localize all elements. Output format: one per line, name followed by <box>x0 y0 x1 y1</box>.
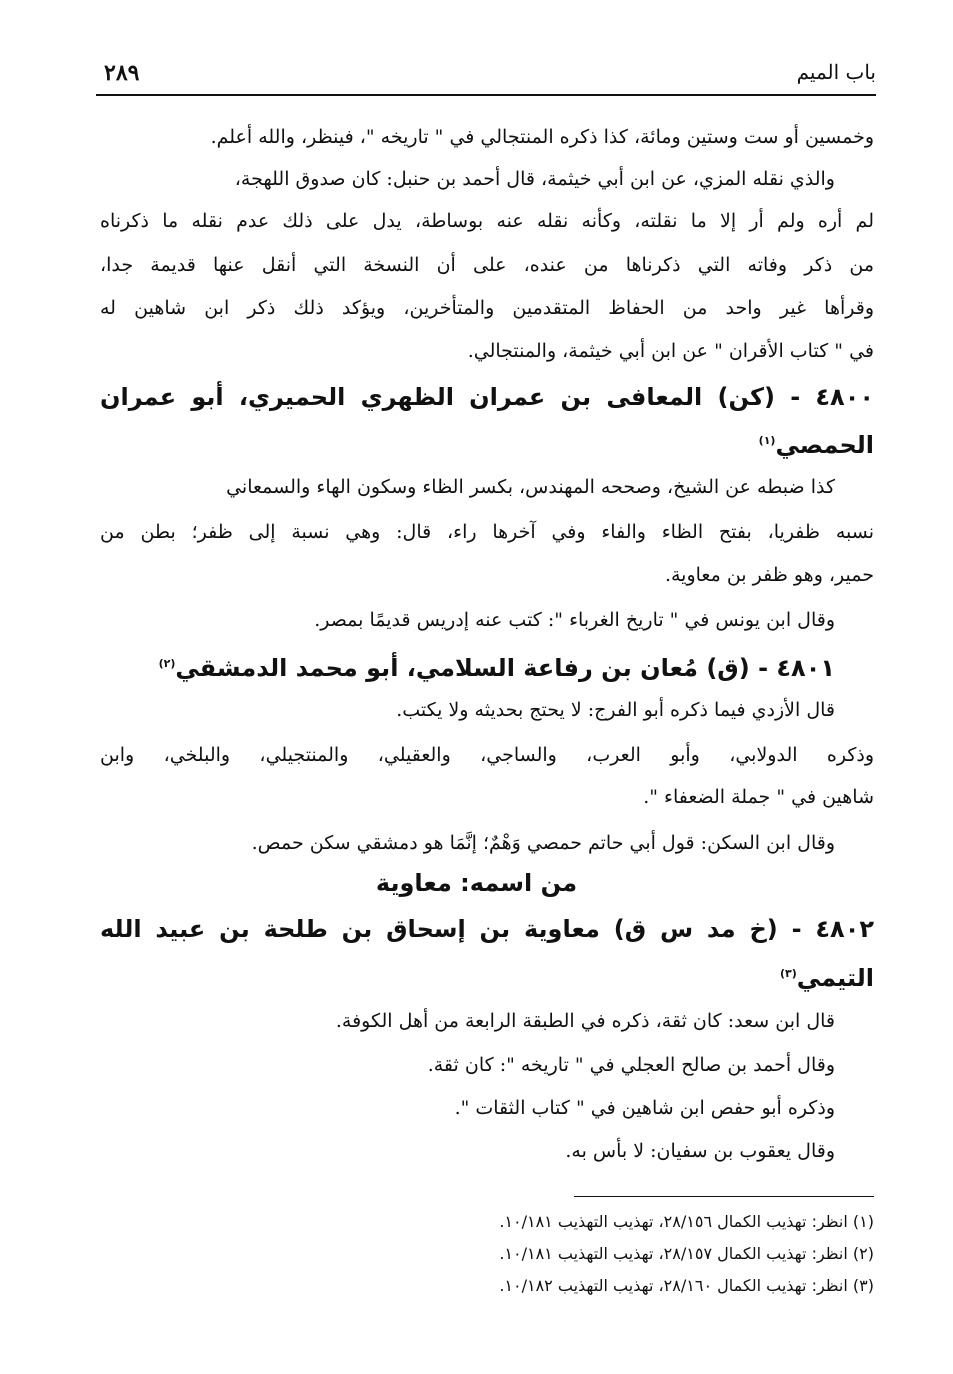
running-title: باب الميم <box>796 60 876 84</box>
entry-heading-text: الحمصي <box>775 431 874 459</box>
footnote-1: (١) انظر: تهذيب الكمال ٢٨/١٥٦، تهذيب التهذيب ١٠/١٨١. <box>499 1212 874 1231</box>
paragraph-line: قال ابن سعد: كان ثقة، ذكره في الطبقة الرابعة من أهل الكوفة. <box>335 1010 835 1032</box>
footnote-divider <box>574 1196 874 1197</box>
entry-heading-4802-cont <box>780 957 874 995</box>
paragraph-line: وقال ابن السكن: قول أبي حاتم حمصي وَهْمٌ؛ إنَّمَا هو دمشقي سكن حمص. <box>251 832 835 854</box>
footnote-ref: (١) <box>758 434 776 447</box>
paragraph-line: من ذكر وفاته التي ذكرناها من عنده، على أن النسخة التي أنقل عنها قديمة جدا، <box>100 254 874 276</box>
page-number: ٢٨٩ <box>104 60 140 86</box>
paragraph-line: وذكره الدولابي، وأبو العرب، والساجي، والعقيلي، والمنتجيلي، والبلخي، وابن <box>100 744 874 766</box>
footnote-ref: (٢) <box>158 657 176 670</box>
paragraph-line: نسبه ظفريا، بفتح الظاء والفاء وفي آخرها راء، قال: وهي نسبة إلى ظفر؛ بطن من <box>100 521 874 543</box>
paragraph-line: والذي نقله المزي، عن ابن أبي خيثمة، قال أحمد بن حنبل: كان صدوق اللهجة، <box>234 168 835 190</box>
footnote-ref: (٣) <box>780 967 797 980</box>
paragraph-line: وقال أحمد بن صالح العجلي في " تاريخه ": كان ثقة. <box>427 1054 835 1076</box>
entry-heading-4800-cont <box>759 424 874 462</box>
paragraph-line: قال الأزدي فيما ذكره أبو الفرج: لا يحتج بحديثه ولا يكتب. <box>396 699 835 721</box>
paragraph-line: شاهين في " جملة الضعفاء ". <box>643 786 874 808</box>
paragraph-line: حمير، وهو ظفر بن معاوية. <box>664 564 874 586</box>
entry-heading-text: ٤٨٠١ - (ق) مُعان بن رفاعة السلامي، أبو محمد الدمشقي <box>175 654 835 682</box>
footnote-2: (٢) انظر: تهذيب الكمال ٢٨/١٥٧، تهذيب التهذيب ١٠/١٨١. <box>499 1244 874 1263</box>
paragraph-line: في " كتاب الأقران " عن ابن أبي خيثمة، والمنتجالي. <box>467 340 874 362</box>
page-header <box>96 56 876 96</box>
paragraph-line: وذكره أبو حفص ابن شاهين في " كتاب الثقات ". <box>454 1097 835 1119</box>
paragraph-line: كذا ضبطه عن الشيخ، وصححه المهندس، بكسر الظاء وسكون الهاء والسمعاني <box>226 476 835 498</box>
paragraph-line: وقرأها غير واحد من الحفاظ المتقدمين والمتأخرين، ويؤكد ذلك ذكر ابن شاهين له <box>100 297 874 319</box>
entry-heading-4801 <box>159 647 835 685</box>
section-title: من اسمه: معاوية <box>375 869 578 897</box>
paragraph-line: وقال يعقوب بن سفيان: لا بأس به. <box>565 1140 835 1162</box>
entry-heading-text: التيمي <box>796 964 874 992</box>
entry-heading-4802: ٤٨٠٢ - (خ مد س ق) معاوية بن إسحاق بن طلحة بن عبيد الله <box>100 915 874 943</box>
paragraph-line: لم أره ولم أر إلا ما نقلته، وكأنه نقله عنه بوساطة، يدل على ذلك عدم نقله ما ذكرناه <box>100 210 874 232</box>
footnote-3: (٣) انظر: تهذيب الكمال ٢٨/١٦٠، تهذيب التهذيب ١٠/١٨٢. <box>499 1276 874 1295</box>
entry-heading-4800: ٤٨٠٠ - (كن) المعافى بن عمران الظهري الحميري، أبو عمران <box>100 383 874 411</box>
paragraph-line: وقال ابن يونس في " تاريخ الغرباء ": كتب عنه إدريس قديمًا بمصر. <box>314 609 835 631</box>
paragraph-line: وخمسين أو ست وستين ومائة، كذا ذكره المنتجالي في " تاريخه "، فينظر، والله أعلم. <box>210 126 874 148</box>
